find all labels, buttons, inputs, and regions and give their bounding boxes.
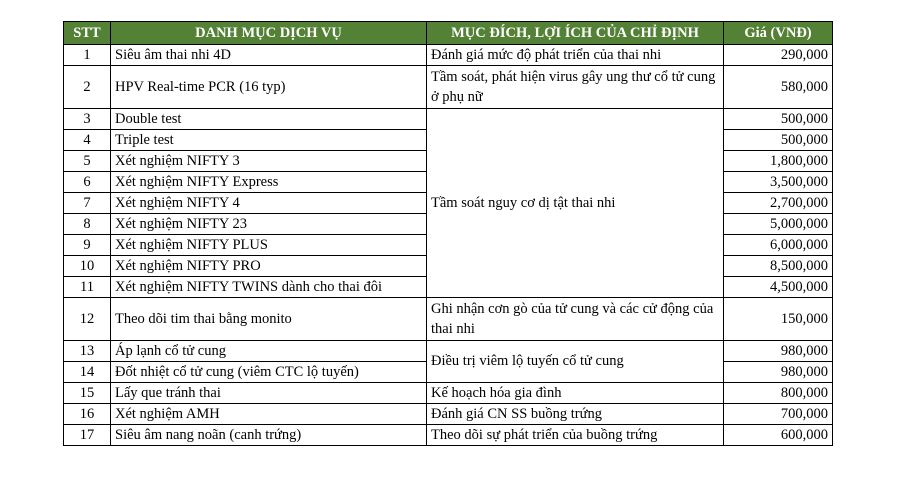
row-service: Đốt nhiệt cổ tử cung (viêm CTC lộ tuyến) xyxy=(111,362,427,383)
row-service: Xét nghiệm NIFTY 3 xyxy=(111,151,427,172)
header-price: Giá (VNĐ) xyxy=(724,22,833,45)
table-row xyxy=(64,383,833,404)
row-price: 980,000 xyxy=(724,362,833,383)
row-service: Áp lạnh cổ tử cung xyxy=(111,341,427,362)
row-price: 580,000 xyxy=(724,66,833,109)
row-price: 5,000,000 xyxy=(724,214,833,235)
table-header-row xyxy=(64,22,833,45)
row-stt: 9 xyxy=(64,235,111,256)
row-stt: 3 xyxy=(64,109,111,130)
row-stt: 14 xyxy=(64,362,111,383)
table-row xyxy=(64,404,833,425)
row-purpose: Đánh giá mức độ phát triển của thai nhi xyxy=(427,45,724,66)
row-stt: 4 xyxy=(64,130,111,151)
table-row xyxy=(64,66,833,109)
row-stt: 2 xyxy=(64,66,111,109)
row-price: 980,000 xyxy=(724,341,833,362)
row-service: Siêu âm thai nhi 4D xyxy=(111,45,427,66)
row-price: 500,000 xyxy=(724,109,833,130)
row-price: 150,000 xyxy=(724,298,833,341)
row-stt: 17 xyxy=(64,425,111,446)
row-service: Xét nghiệm NIFTY PLUS xyxy=(111,235,427,256)
row-stt: 1 xyxy=(64,45,111,66)
table-row xyxy=(64,109,833,130)
row-stt: 16 xyxy=(64,404,111,425)
row-service: Xét nghiệm AMH xyxy=(111,404,427,425)
row-price: 4,500,000 xyxy=(724,277,833,298)
row-stt: 10 xyxy=(64,256,111,277)
row-price: 600,000 xyxy=(724,425,833,446)
row-purpose: Ghi nhận cơn gò của tử cung và các cử động của thai nhi xyxy=(427,298,724,341)
row-service: Xét nghiệm NIFTY 4 xyxy=(111,193,427,214)
row-service: HPV Real-time PCR (16 typ) xyxy=(111,66,427,109)
header-stt: STT xyxy=(64,22,111,45)
row-price: 290,000 xyxy=(724,45,833,66)
row-price: 700,000 xyxy=(724,404,833,425)
row-purpose: Tầm soát, phát hiện virus gây ung thư cổ tử cung ở phụ nữ xyxy=(427,66,724,109)
row-service: Xét nghiệm NIFTY 23 xyxy=(111,214,427,235)
row-purpose: Điều trị viêm lộ tuyến cổ tử cung xyxy=(427,341,724,383)
row-price: 500,000 xyxy=(724,130,833,151)
row-price: 8,500,000 xyxy=(724,256,833,277)
row-price: 3,500,000 xyxy=(724,172,833,193)
row-purpose: Đánh giá CN SS buồng trứng xyxy=(427,404,724,425)
table-row xyxy=(64,45,833,66)
row-stt: 15 xyxy=(64,383,111,404)
row-stt: 11 xyxy=(64,277,111,298)
table-row xyxy=(64,425,833,446)
row-purpose: Theo dõi sự phát triển của buồng trứng xyxy=(427,425,724,446)
table-row xyxy=(64,341,833,362)
table-row xyxy=(64,298,833,341)
row-stt: 6 xyxy=(64,172,111,193)
services-price-table xyxy=(63,21,833,446)
row-service: Xét nghiệm NIFTY PRO xyxy=(111,256,427,277)
row-stt: 7 xyxy=(64,193,111,214)
row-service: Lấy que tránh thai xyxy=(111,383,427,404)
row-price: 2,700,000 xyxy=(724,193,833,214)
row-price: 800,000 xyxy=(724,383,833,404)
row-stt: 8 xyxy=(64,214,111,235)
header-service: DANH MỤC DỊCH VỤ xyxy=(111,22,427,45)
row-price: 6,000,000 xyxy=(724,235,833,256)
row-service: Double test xyxy=(111,109,427,130)
row-service: Theo dõi tim thai bằng monito xyxy=(111,298,427,341)
row-service: Xét nghiệm NIFTY TWINS dành cho thai đôi xyxy=(111,277,427,298)
row-service: Triple test xyxy=(111,130,427,151)
row-stt: 12 xyxy=(64,298,111,341)
row-purpose: Kế hoạch hóa gia đình xyxy=(427,383,724,404)
row-purpose: Tầm soát nguy cơ dị tật thai nhi xyxy=(427,109,724,298)
row-stt: 5 xyxy=(64,151,111,172)
row-service: Siêu âm nang noãn (canh trứng) xyxy=(111,425,427,446)
row-price: 1,800,000 xyxy=(724,151,833,172)
row-stt: 13 xyxy=(64,341,111,362)
row-service: Xét nghiệm NIFTY Express xyxy=(111,172,427,193)
header-purpose: MỤC ĐÍCH, LỢI ÍCH CỦA CHỈ ĐỊNH xyxy=(427,22,724,45)
